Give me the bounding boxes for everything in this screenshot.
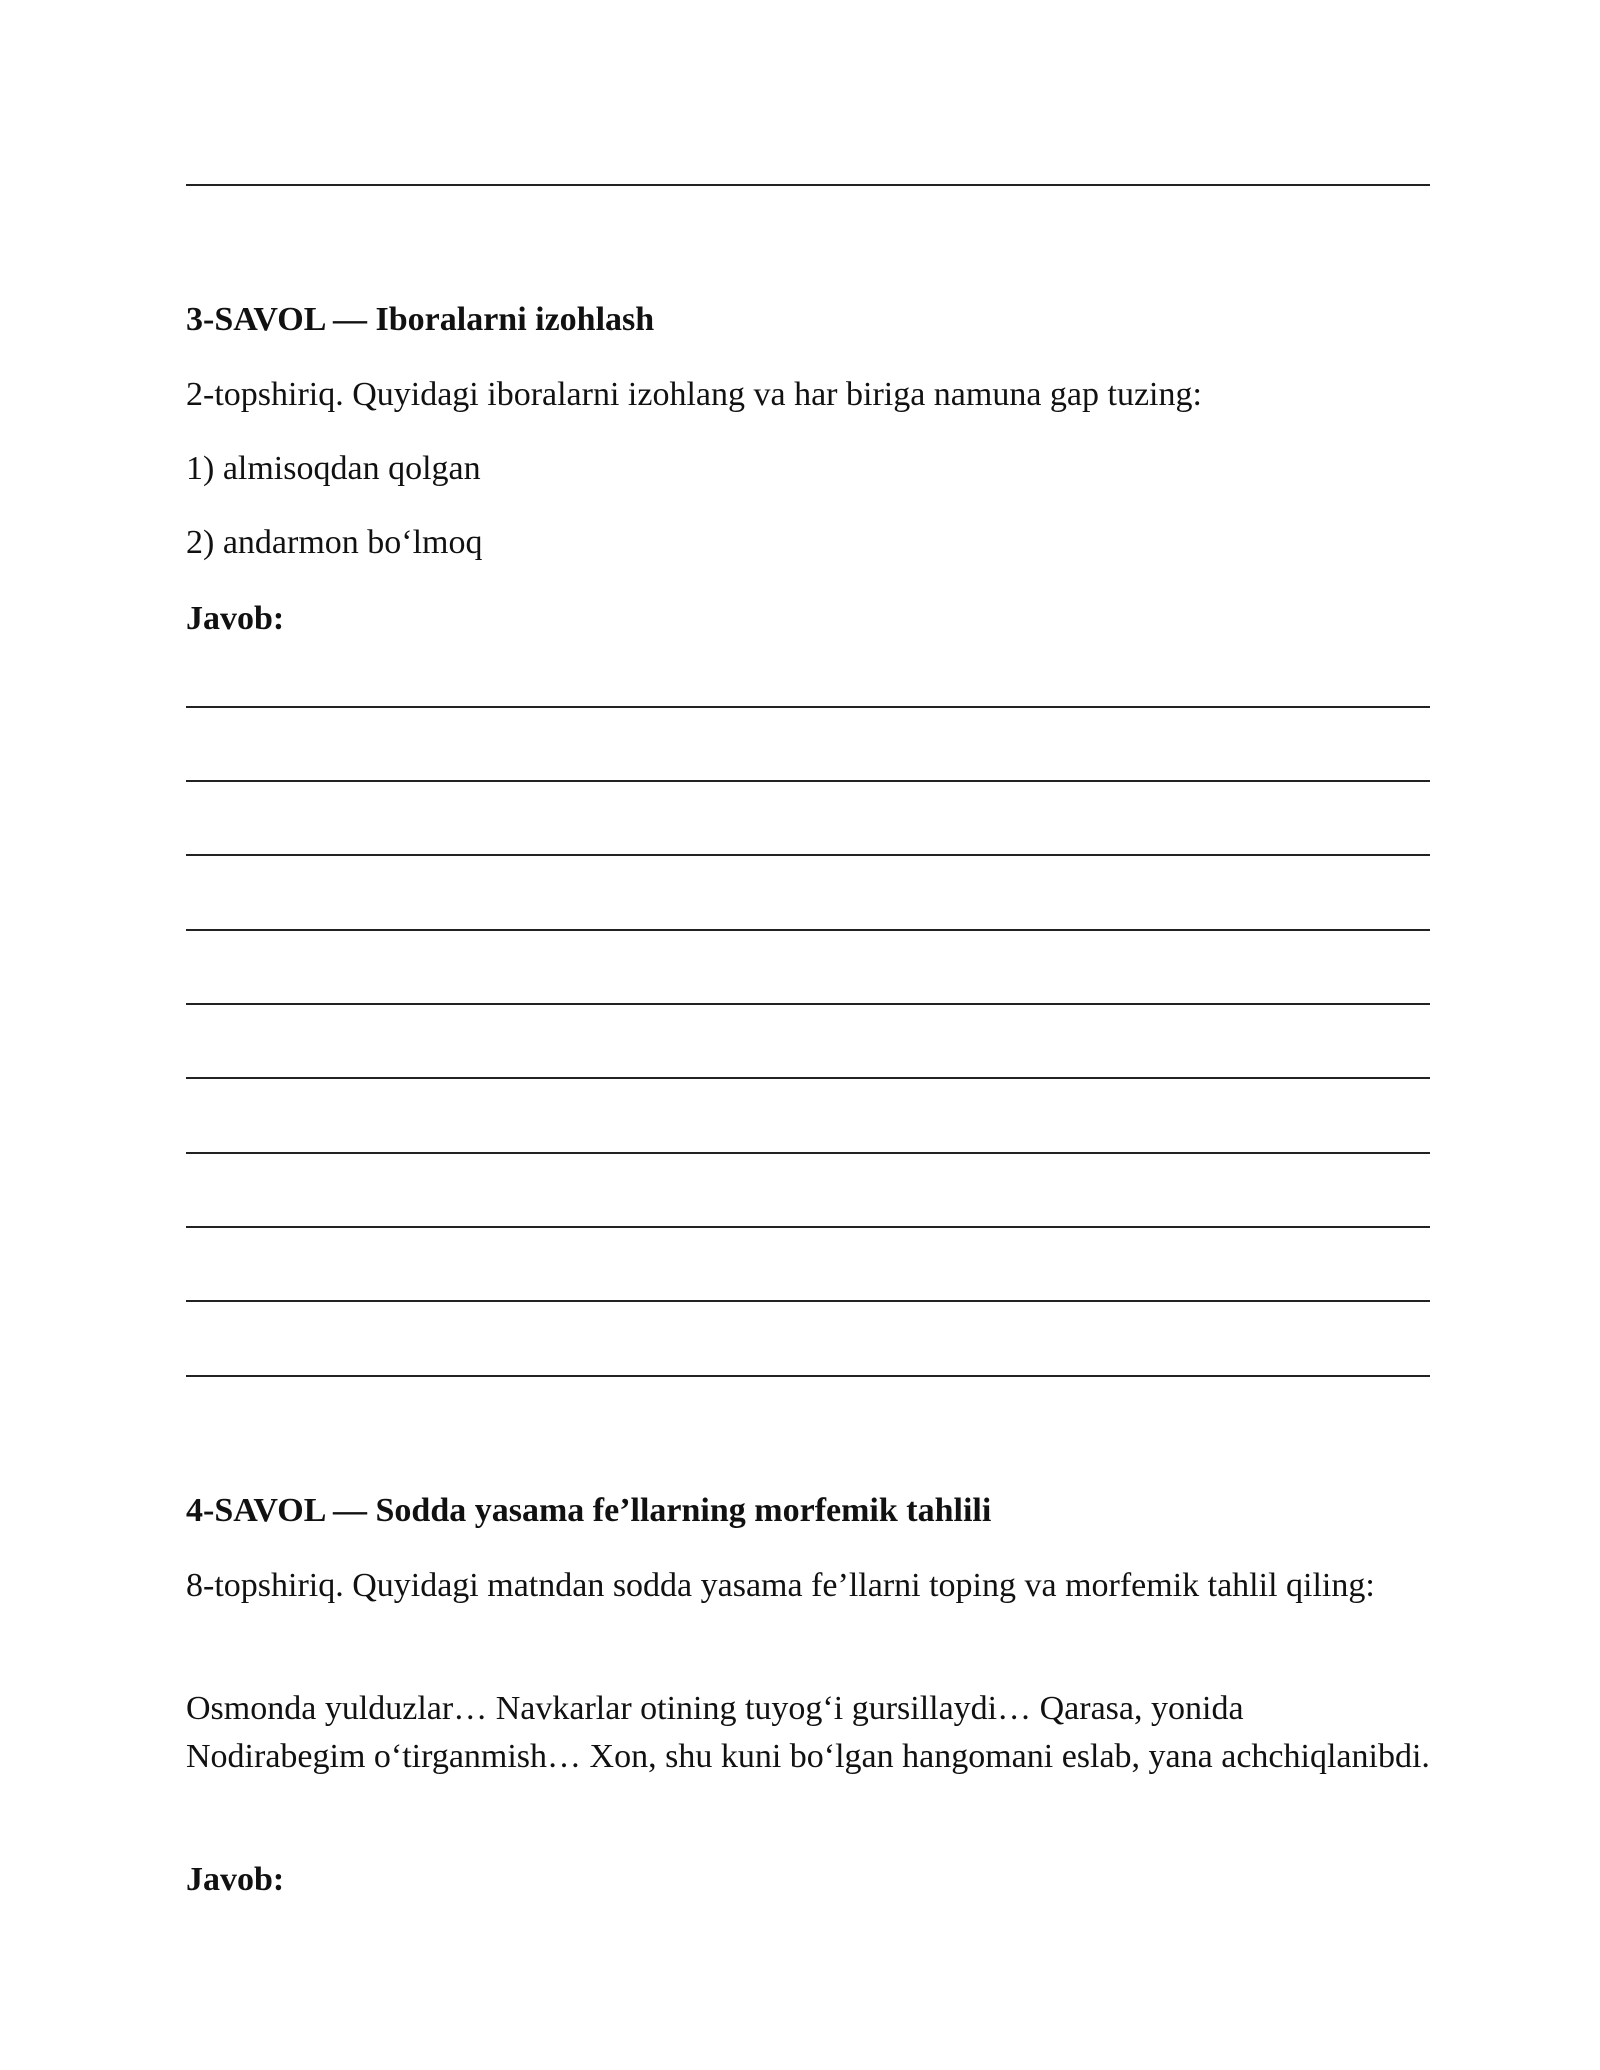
- section-4-passage: Osmonda yulduzlar… Navkarlar otining tuyog‘i gursillaydi… Qarasa, yonida Nodirabegim o‘tirganmish… Xon, shu kuni bo‘lgan hangomani eslab, yana achchiqlanibdi.: [186, 1690, 1430, 1775]
- answer-line[interactable]: [186, 854, 1430, 856]
- answer-line[interactable]: [186, 1226, 1430, 1228]
- section-3-item-2: 2) andarmon bo‘lmoq: [186, 524, 483, 561]
- section-4-heading: 4-SAVOL — Sodda yasama fe’llarning morfemik tahlili: [186, 1492, 992, 1529]
- answer-line[interactable]: [186, 1152, 1430, 1154]
- section-4-answer-label: Javob:: [186, 1861, 285, 1898]
- answer-line[interactable]: [186, 1300, 1430, 1302]
- section-3-task: 2-topshiriq. Quyidagi iboralarni izohlang va har biriga namuna gap tuzing:: [186, 376, 1202, 413]
- answer-line[interactable]: [186, 929, 1430, 931]
- section-3-heading: 3-SAVOL — Iboralarni izohlash: [186, 301, 655, 338]
- section-4-task: 8-topshiriq. Quyidagi matndan sodda yasama fe’llarni toping va morfemik tahlil qiling:: [186, 1567, 1375, 1604]
- answer-line[interactable]: [186, 1003, 1430, 1005]
- answer-line[interactable]: [186, 1077, 1430, 1079]
- worksheet-page: [186, 0, 1430, 2070]
- section-3-answer-label: Javob:: [186, 600, 285, 637]
- answer-line[interactable]: [186, 1375, 1430, 1377]
- answer-line[interactable]: [186, 184, 1430, 186]
- section-3-item-1: 1) almisoqdan qolgan: [186, 450, 481, 487]
- answer-line[interactable]: [186, 706, 1430, 708]
- answer-line[interactable]: [186, 780, 1430, 782]
